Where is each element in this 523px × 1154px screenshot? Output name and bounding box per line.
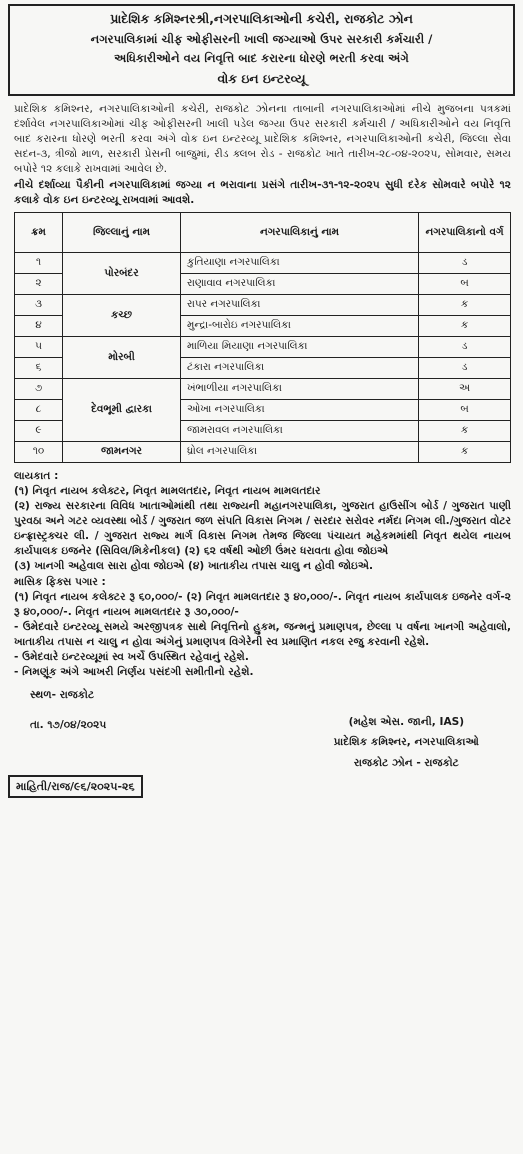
cell-district: જામનગર	[63, 441, 181, 462]
intro-paragraph-2: નીચે દર્શાવ્યા પૈકીની નગરપાલિકામાં જગ્યા ન ભરાવાના પ્રસંગે તારીખ-૩૧-૧૨-૨૦૨૫ સુધી દરેક સોમવારે બપોરે ૧૨ કલાકે વોક ઇન ઇન્ટરવ્યૂ રાખવામાં આવશે.	[14, 178, 511, 206]
cell-class: ડ	[419, 336, 511, 357]
notice-subject-line1: નગરપાલિકામાં ચીફ ઓફીસરની ખાલી જગ્યાઓ ઉપર સરકારી કર્મચારી /	[90, 31, 433, 46]
cell-district: મોરબી	[63, 336, 181, 378]
cell-class: ક	[419, 294, 511, 315]
qualification-item-2: (૨) રાજ્ય સરકારના વિવિધ ખાતાઓમાંથી તથા રાજ્યની મહાનગરપાલિકા, ગુજરાત હાઉસીંગ બોર્ડ / ગુજરાત પાણી પુરવઠા અને ગટર વ્યવસ્થા બોર્ડ / ગુજરાત જળ સંપતિ વિકાસ નિગમ / સરદાર સરોવર નર્મદા નિગમ લી./ગુજરાત વોટર ઇન્ફ્રાસ્ટ્રક્ચર લી. / ગુજરાત રાજ્ય માર્ગ વિકાસ નિગમ તેમજ જિલ્લા પંચાયત મહેકમમાંથી નિવૃત થયેલ નાયબ કાર્યપાલક ઇજનેર (સિવિલ/મિકેનીકલ) (૨) ૬૨ વર્ષથી ઓછી ઉંમર ધરાવતા હોવા જોઇએ	[14, 499, 511, 557]
column-header-district: જિલ્લાનું નામ	[63, 212, 181, 252]
cell-serial: ૧૦	[15, 441, 63, 462]
column-header-municipality: નગરપાલિકાનું નામ	[181, 212, 419, 252]
cell-serial: ૮	[15, 399, 63, 420]
cell-municipality: ખંભાળીયા નગરપાલિકા	[181, 378, 419, 399]
cell-district: કચ્છ	[63, 294, 181, 336]
notice-subject-line2: અધિકારીઓને વય નિવૃત્તિ બાદ કરારના ધોરણે ભરતી કરવા અંગે	[114, 51, 409, 66]
cell-municipality: ઓખા નગરપાલિકા	[181, 399, 419, 420]
cell-serial: ૫	[15, 336, 63, 357]
cell-serial: ૩	[15, 294, 63, 315]
cell-serial: ૪	[15, 315, 63, 336]
self-expense-note: - ઉમેદવારે ઇન્ટરવ્યૂમાં સ્વ ખર્ચે ઉપસ્થિત રહેવાનું રહેશે.	[14, 651, 249, 664]
cell-municipality: રાપર નગરપાલિકા	[181, 294, 419, 315]
table-header-row	[15, 212, 511, 252]
cell-class: બ	[419, 273, 511, 294]
cell-municipality: મુન્દ્રા-બારોઇ નગરપાલિકા	[181, 315, 419, 336]
intro-paragraph: પ્રાદેશિક કમિશ્નર, નગરપાલિકાઓની કચેરી, રાજકોટ ઝોનના તાબાની નગરપાલિકાઓમાં નીચે મુજબના પત્રકમાં દર્શાવેલ નગરપાલિકાઓમાં ચીફ ઓફીસરની ખાલી પડેલ જગ્યા ઉપર સરકારી કર્મચારી / અધિકારીઓને વય નિવૃત્તિ બાદ કરારના ધોરણે ભરતી કરવા અંગે વોક ઇન ઇન્ટરવ્યૂ પ્રાદેશિક કમિશ્નર, નગરપાલિકાઓની કચેરી, જિલ્લા સેવા સદન-૩, ત્રીજો માળ, સરકારી પ્રેસની બાજુમાં, રીડ ક્લબ રોડ - રાજકોટ ખાતે તારીખ-૨૮-૦૪-૨૦૨૫, સોમવાર, સમય બપોરે ૧૨ કલાકે રાખવામાં આવેલ છે.	[14, 102, 511, 175]
cell-serial: ૨	[15, 273, 63, 294]
date-label: તા. ૧૭/૦૪/૨૦૨૫	[30, 719, 107, 732]
cell-municipality: ટંકારા નગરપાલિકા	[181, 357, 419, 378]
notice-footer	[8, 680, 515, 798]
table-row	[15, 336, 511, 357]
cell-serial: ૭	[15, 378, 63, 399]
signer-office: રાજકોટ ઝોન - રાજકોટ	[353, 756, 459, 769]
walk-in-interview-heading: વોક ઇન ઇન્ટરવ્યૂ	[217, 70, 306, 86]
qualification-item-3: (૩) ખાનગી અહેવાલ સારા હોવા જોઇએ (૪) ખાતાકીય તપાસ ચાલુ ન હોવી જોઇએ.	[14, 560, 374, 572]
cell-class: ડ	[419, 252, 511, 273]
salary-heading: માસિક ફિક્સ પગાર :	[14, 576, 106, 589]
table-row	[15, 441, 511, 462]
table-row	[15, 378, 511, 399]
cell-district: દેવભૂમી દ્વારકા	[63, 378, 181, 441]
qualification-item-1: (૧) નિવૃત નાયબ કલેક્ટર, નિવૃત મામલતદાર, નિવૃત નાયબ મામલતદાર	[14, 484, 321, 497]
notice-title-box	[8, 4, 515, 96]
office-title: પ્રાદેશિક કમિશ્નરશ્રી,નગરપાલિકાઓની કચેરી, રાજકોટ ઝોન	[110, 11, 413, 26]
documents-note: - ઉમેદવારે ઇન્ટરવ્યૂ સમયે અરજીપત્રક સાથે નિવૃત્તિનો હુકમ, જન્મનું પ્રમાણપત્ર, છેલ્લા ૫ વર્ષના ખાનગી અહેવાલો, ખાતાકીય તપાસ ન ચાલુ ન હોવા અંગેનું પ્રમાણપત્ર વિગેરેની સ્વ પ્રમાણિત નકલ રજુ કરવાની રહેશે.	[14, 621, 511, 649]
cell-municipality: જામરાવલ નગરપાલિકા	[181, 420, 419, 441]
table-row	[15, 294, 511, 315]
cell-serial: ૯	[15, 420, 63, 441]
cell-municipality: ધ્રોલ નગરપાલિકા	[181, 441, 419, 462]
qualification-heading: લાયકાત :	[14, 469, 59, 482]
cell-serial: ૬	[15, 357, 63, 378]
table-row	[15, 252, 511, 273]
cell-class: ક	[419, 315, 511, 336]
final-decision-note: - નિમણૂંક અંગે આખરી નિર્ણય પસંદગી સમીતીનો રહેશે.	[14, 666, 254, 679]
notice-body	[8, 96, 515, 681]
cell-class: ક	[419, 420, 511, 441]
signature-block	[334, 712, 479, 772]
signer-designation: પ્રાદેશિક કમિશ્નર, નગરપાલિકાઓ	[333, 736, 479, 749]
cell-district: પોરબંદર	[63, 252, 181, 294]
cell-municipality: કુતિયાણા નગરપાલિકા	[181, 252, 419, 273]
cell-serial: ૧	[15, 252, 63, 273]
cell-class: ડ	[419, 357, 511, 378]
column-header-serial: ક્રમ	[15, 212, 63, 252]
cell-class: ક	[419, 441, 511, 462]
cell-municipality: રાણાવાવ નગરપાલિકા	[181, 273, 419, 294]
reference-number: માહિતી/રાજ/૯૬/૨૦૨૫-૨૬	[8, 775, 143, 799]
place-label: સ્થળ- રાજકોટ	[30, 689, 95, 702]
municipality-table	[14, 212, 511, 463]
salary-details: (૧) નિવૃત નાયબ કલેક્ટર રૂ ૬૦,૦૦૦/- (૨) નિવૃત મામલતદાર રૂ ૪૦,૦૦૦/-. નિવૃત નાયબ કાર્યપાલક ઇજનેર વર્ગ-૨ રૂ ૪૦,૦૦૦/-. નિવૃત નાયબ મામલતદાર રૂ ૩૦,૦૦૦/-	[14, 591, 511, 619]
column-header-class: નગરપાલિકાનો વર્ગ	[419, 212, 511, 252]
cell-municipality: માળિયા મિયાણા નગરપાલિકા	[181, 336, 419, 357]
cell-class: અ	[419, 378, 511, 399]
signer-name: (મહેશ એસ. જાની, IAS)	[348, 716, 465, 729]
cell-class: બ	[419, 399, 511, 420]
